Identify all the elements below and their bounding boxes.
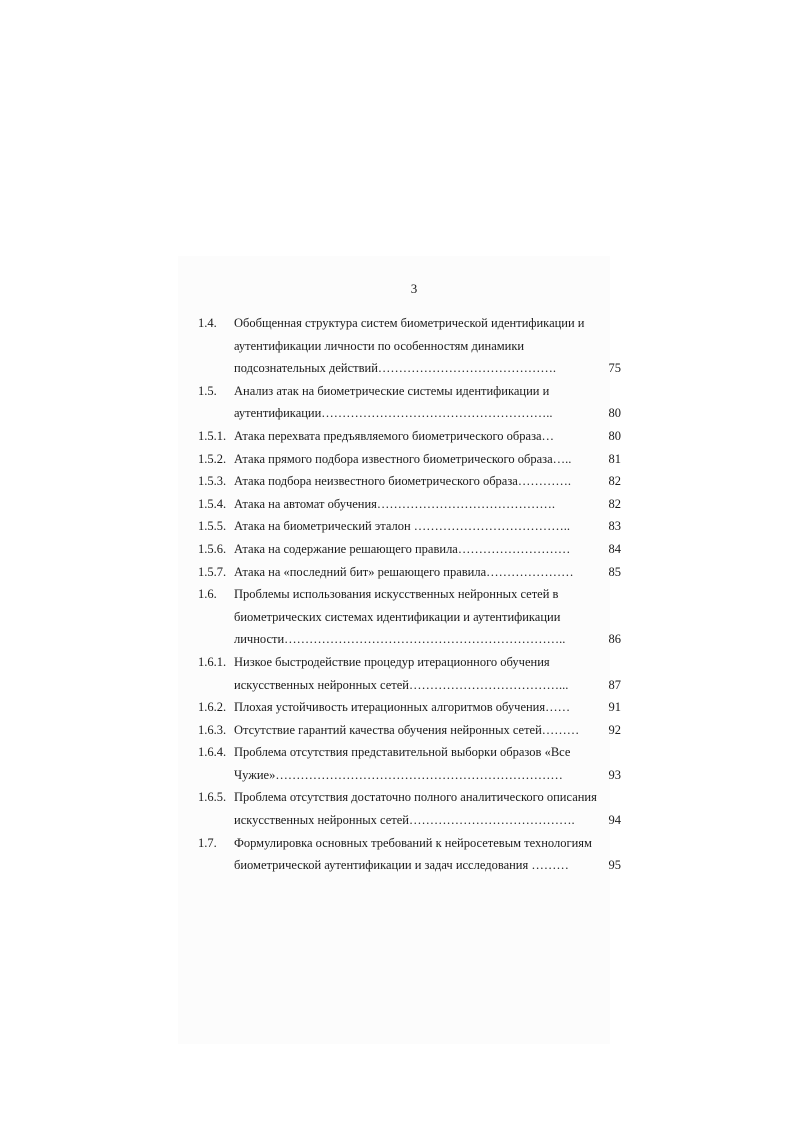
toc-entry-title: подсознательных действий……………………………………. <box>234 361 557 376</box>
toc-line <box>198 854 621 877</box>
toc-entry-title: аутентификации личности по особенностям динамики <box>234 338 525 353</box>
toc-entry <box>198 380 621 425</box>
table-of-contents <box>198 312 621 877</box>
toc-entry-number: 1.5.2. <box>198 451 227 466</box>
toc-line <box>198 696 621 719</box>
toc-entry-page: 93 <box>608 767 621 782</box>
toc-entry-title: Атака перехвата предъявляемого биометрического образа… <box>234 428 555 443</box>
toc-entry <box>198 561 621 584</box>
toc-entry-number: 1.5.4. <box>198 496 227 511</box>
toc-line <box>198 561 621 584</box>
toc-entry-number: 1.5.1. <box>198 428 227 443</box>
toc-entry <box>198 719 621 742</box>
toc-line <box>198 809 621 832</box>
toc-line <box>198 764 621 787</box>
toc-entry-title: Атака на «последний бит» решающего правила………………… <box>234 564 574 579</box>
toc-entry-title: Проблемы использования искусственных нейронных сетей в <box>234 587 559 602</box>
toc-entry <box>198 786 621 831</box>
toc-entry-title: Проблема отсутствия представительной выборки образов «Все <box>234 745 571 760</box>
page-number: 3 <box>410 281 418 296</box>
toc-entry-title: Плохая устойчивость итерационных алгоритмов обучения…… <box>234 700 571 715</box>
toc-entry-page: 80 <box>608 406 621 421</box>
toc-line <box>198 335 621 358</box>
toc-entry <box>198 470 621 493</box>
toc-entry-page: 84 <box>608 541 621 556</box>
toc-line <box>198 674 621 697</box>
toc-entry-title: личности………………………………………………………….. <box>234 632 566 647</box>
toc-entry-title: Чужие»…………………………………………………………… <box>234 767 563 782</box>
toc-entry-number: 1.5. <box>198 383 217 398</box>
toc-line <box>198 832 621 855</box>
toc-line <box>198 402 621 425</box>
toc-entry-number: 1.5.6. <box>198 541 227 556</box>
toc-entry-number: 1.5.3. <box>198 474 227 489</box>
toc-entry-page: 92 <box>608 722 621 737</box>
toc-entry-page: 91 <box>608 700 621 715</box>
toc-line <box>198 628 621 651</box>
toc-line <box>198 357 621 380</box>
toc-entry-title: Атака прямого подбора известного биометрического образа….. <box>234 451 572 466</box>
toc-line <box>198 538 621 561</box>
toc-entry-title: Обобщенная структура систем биометрической идентификации и <box>234 316 585 330</box>
toc-entry-page: 87 <box>608 677 621 692</box>
toc-entry-title: Атака на биометрический эталон ……………………………….. <box>234 519 571 534</box>
toc-entry <box>198 832 621 877</box>
toc-entry-title: Формулировка основных требований к нейросетевым технологиям <box>234 835 592 850</box>
toc-entry-number: 1.5.7. <box>198 564 227 579</box>
toc-line <box>198 470 621 493</box>
toc-entry-page: 95 <box>608 858 621 873</box>
toc-entry-page: 86 <box>608 632 621 647</box>
toc-entry <box>198 538 621 561</box>
toc-line <box>198 425 621 448</box>
toc-entry-title: искусственных нейронных сетей………………………………... <box>234 677 569 692</box>
toc-line <box>198 719 621 742</box>
toc-entry <box>198 448 621 471</box>
toc-entry <box>198 583 621 651</box>
toc-entry <box>198 741 621 786</box>
toc-line <box>198 493 621 516</box>
toc-line <box>198 448 621 471</box>
toc-entry-title: аутентификации……………………………………………….. <box>234 406 553 421</box>
toc-entry-page: 83 <box>608 519 621 534</box>
toc-line <box>198 606 621 629</box>
toc-line <box>198 583 621 606</box>
toc-entry <box>198 696 621 719</box>
toc-entry-title: Низкое быстродействие процедур итерационного обучения <box>234 654 550 669</box>
toc-entry-number: 1.5.5. <box>198 519 227 534</box>
toc-entry-number: 1.4. <box>198 316 217 330</box>
toc-entry <box>198 493 621 516</box>
toc-line <box>198 786 621 809</box>
toc-line <box>198 380 621 403</box>
toc-entry-number: 1.6.3. <box>198 722 227 737</box>
toc-entry-number: 1.6.2. <box>198 700 227 715</box>
toc-entry <box>198 312 621 380</box>
toc-entry-title: Проблема отсутствия достаточно полного аналитического описания <box>234 790 597 805</box>
toc-entry-page: 80 <box>608 428 621 443</box>
toc-entry-title: Отсутствие гарантий качества обучения нейронных сетей……… <box>234 722 580 737</box>
toc-entry-page: 82 <box>608 496 621 511</box>
toc-entry-title: биометрической аутентификации и задач исследования ……… <box>234 858 569 873</box>
toc-entry-page: 85 <box>608 564 621 579</box>
toc-entry-page: 81 <box>608 451 621 466</box>
toc-entry-title: Атака на содержание решающего правила……………………… <box>234 541 571 556</box>
toc-entry-title: Анализ атак на биометрические системы идентификации и <box>234 383 550 398</box>
toc-entry-number: 1.6.4. <box>198 745 227 760</box>
toc-entry <box>198 425 621 448</box>
toc-line <box>198 651 621 674</box>
toc-entry-page: 75 <box>608 361 621 376</box>
toc-entry-title: биометрических системах идентификации и аутентификации <box>234 609 561 624</box>
toc-entry-number: 1.7. <box>198 835 217 850</box>
toc-entry <box>198 515 621 538</box>
toc-entry-number: 1.6. <box>198 587 217 602</box>
toc-entry-title: искусственных нейронных сетей…………………………………. <box>234 813 575 828</box>
toc-entry-title: Атака на автомат обучения……………………………………. <box>234 496 556 511</box>
toc-entry-number: 1.6.1. <box>198 654 227 669</box>
toc-entry-page: 82 <box>608 474 621 489</box>
toc-line <box>198 515 621 538</box>
toc-entry-title: Атака подбора неизвестного биометрического образа…………. <box>234 474 571 489</box>
toc-entry-number: 1.6.5. <box>198 790 227 805</box>
toc-entry <box>198 651 621 696</box>
toc-entry-page: 94 <box>608 813 621 828</box>
toc-line <box>198 312 621 335</box>
toc-line <box>198 741 621 764</box>
